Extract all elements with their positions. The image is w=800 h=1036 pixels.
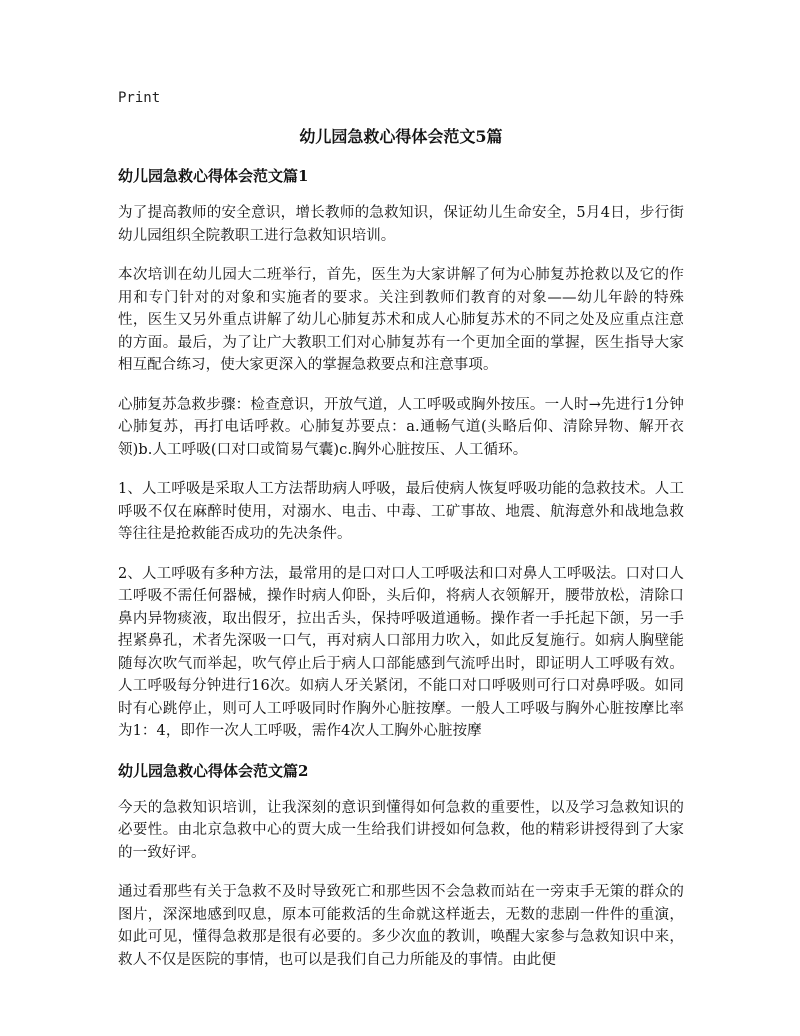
paragraph: 1、人工呼吸是采取人工方法帮助病人呼吸，最后使病人恢复呼吸功能的急救技术。人工呼吸不仅在麻醉时使用，对溺水、电击、中毒、工矿事故、地震、航海意外和战地急救等往往是抢救能否成功的先决条件。 [118, 481, 684, 542]
paragraph: 为了提高教师的安全意识，增长教师的急救知识，保证幼儿生命安全，5月4日，步行街幼儿园组织全院教职工进行急救知识培训。 [118, 205, 684, 244]
paragraph: 今天的急救知识培训，让我深刻的意识到懂得如何急救的重要性，以及学习急救知识的必要性。由北京急救中心的贾大成一生给我们讲授如何急救，他的精彩讲授得到了大家的一致好评。 [118, 799, 684, 861]
document-page [118, 90, 684, 988]
paragraph: 通过看那些有关于急救不及时导致死亡和那些因不会急救而站在一旁束手无策的群众的图片，深深地感到叹息，原本可能救活的生命就这样逝去，无数的悲剧一件件的重演，如此可见，懂得急救那是很有必要的。多少次血的教训，唤醒大家参与急救知识中来，救人不仅是医院的事情，也可以是我们自己力所能及的事情。由此便 [118, 884, 684, 968]
paragraph: 本次培训在幼儿园大二班举行，首先，医生为大家讲解了何为心肺复苏抢救以及它的作用和专门针对的对象和实施者的要求。关注到教师们教育的对象——幼儿年龄的特殊性，医生又另外重点讲解了幼儿心肺复苏术和成人心肺复苏术的不同之处及应重点注意的方面。最后，为了让广大教职工们对心肺复苏有一个更加全面的掌握，医生指导大家相互配合练习，使大家更深入的掌握急救要点和注意事项。 [118, 267, 684, 373]
paragraph: 2、人工呼吸有多种方法，最常用的是口对口人工呼吸法和口对鼻人工呼吸法。口对口人工呼吸不需任何器械，操作时病人仰卧，头后仰，将病人衣领解开，腰带放松，清除口鼻内异物痰液，取出假牙，拉出舌头，保持呼吸道通畅。操作者一手托起下颌，另一手捏紧鼻孔，术者先深吸一口气，再对病人口部用力吹入，如此反复施行。如病人胸壁能随每次吹气而举起，吹气停止后于病人口部能感到气流呼出时，即证明人工呼吸有效。人工呼吸每分钟进行16次。如病人牙关紧闭，不能口对口呼吸则可行口对鼻呼吸。如同时有心跳停止，则可人工呼吸同时作胸外心脏按摩。一般人工呼吸与胸外心脏按摩比率为1：4，即作一次人工呼吸，需作4次人工胸外心脏按摩 [118, 565, 684, 739]
section-heading: 幼儿园急救心得体会范文篇2 [118, 761, 309, 780]
document-title: 幼儿园急救心得体会范文5篇 [299, 127, 503, 146]
paragraph: 心肺复苏急救步骤：检查意识，开放气道，人工呼吸或胸外按压。一人时→先进行1分钟心肺复苏，再打电话呼救。心肺复苏要点：a.通畅气道(头略后仰、清除异物、解开衣领)b.人工呼吸(口对口或简易气囊)c.胸外心脏按压、人工循环。 [118, 396, 684, 458]
print-link[interactable]: Print [118, 90, 161, 106]
section-heading: 幼儿园急救心得体会范文篇1 [118, 167, 309, 185]
